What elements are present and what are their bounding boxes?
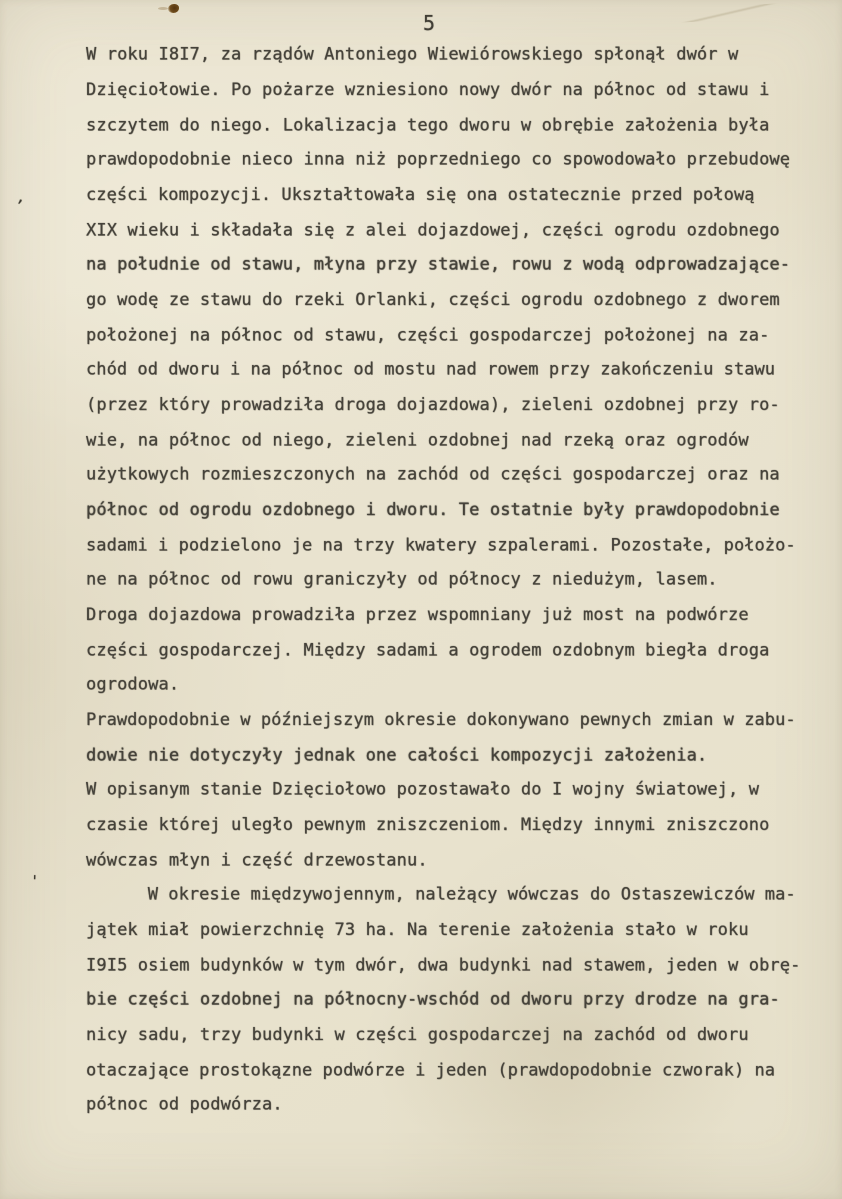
text-line: ogrodowa. — [86, 674, 180, 695]
text-line: otaczające prostokązne podwórze i jeden (prawdopodobnie czworak) na — [86, 1060, 776, 1081]
text-line: wówczas młyn i część drzewostanu. — [86, 850, 428, 871]
text-line: Dzięciołowie. Po pożarze wzniesiono nowy dwór na północ od stawu i — [86, 80, 770, 100]
text-line: bie części ozdobnej na północny-wschód od dworu przy drodze na gra- — [86, 989, 780, 1010]
text-line: prawdopodobnie nieco inna niż poprzedniego co spowodowało przebudowę — [86, 149, 791, 170]
text-line: chód od dworu i na północ od mostu nad rowem przy zakończeniu stawu — [86, 359, 776, 380]
text-line: I9I5 osiem budynków w tym dwór, dwa budynki nad stawem, jeden w obrę- — [86, 955, 801, 976]
margin-ink-mark-bottom: ' — [29, 871, 40, 891]
text-line: nicy sadu, trzy budynki w części gospodarczej na zachód od dworu — [86, 1025, 749, 1045]
text-line: W opisanym stanie Dzięciołowo pozostawało do I wojny światowej, w — [86, 779, 760, 800]
text-line: położonej na północ od stawu, części gospodarczej położonej na za- — [86, 325, 770, 346]
text-line: północ od ogrodu ozdobnego i dworu. Te ostatnie były prawdopodobnie — [86, 500, 780, 520]
text-line: na południe od stawu, młyna przy stawie, rowu z wodą odprowadzające- — [86, 254, 791, 275]
ink-speck — [168, 4, 179, 13]
margin-ink-mark-top: , — [14, 187, 29, 207]
text-line: czasie której uległo pewnym zniszczeniom. Między innymi zniszczono — [86, 815, 770, 835]
text-line: szczytem do niego. Lokalizacja tego dworu w obrębie założenia była — [86, 115, 770, 136]
page-number: 5 — [423, 11, 436, 35]
text-body — [86, 38, 826, 1123]
text-line: Droga dojazdowa prowadziła przez wspomniany już most na podwórze — [86, 605, 749, 625]
text-line: dowie nie dotyczyły jednak one całości kompozycji założenia. — [86, 745, 708, 766]
text-line: części gospodarczej. Między sadami a ogrodem ozdobnym biegła droga — [86, 640, 770, 661]
text-line: ne na północ od rowu graniczyły od północy z niedużym, lasem. — [86, 569, 718, 590]
text-line: jątek miał powierzchnię 73 ha. Na terenie założenia stało w roku — [86, 920, 749, 940]
text-line: północ od podwórza. — [86, 1094, 283, 1115]
text-line: wie, na północ od niego, zieleni ozdobnej nad rzeką oraz ogrodów — [86, 430, 749, 451]
text-line: XIX wieku i składała się z alei dojazdowej, części ogrodu ozdobnego — [86, 220, 780, 241]
text-line: W roku I8I7, za rządów Antoniego Wiewiórowskiego spłonął dwór w — [86, 44, 739, 65]
text-line: go wodę ze stawu do rzeki Orlanki, części ogrodu ozdobnego z dworem — [86, 290, 780, 310]
text-line: części kompozycji. Ukształtowała się ona ostatecznie przed połową — [86, 185, 755, 205]
text-line: W okresie międzywojennym, należący wówczas do Ostaszewiczów ma- — [86, 884, 796, 905]
text-line: (przez który prowadziła droga dojazdowa), zieleni ozdobnej przy ro- — [86, 395, 780, 415]
text-line: Prawdopodobnie w późniejszym okresie dokonywano pewnych zmian w zabu- — [86, 710, 796, 730]
text-line: sadami i podzielono je na trzy kwatery szpalerami. Pozostałe, położo- — [86, 535, 796, 556]
text-line: użytkowych rozmieszczonych na zachód od części gospodarczej oraz na — [86, 464, 780, 485]
